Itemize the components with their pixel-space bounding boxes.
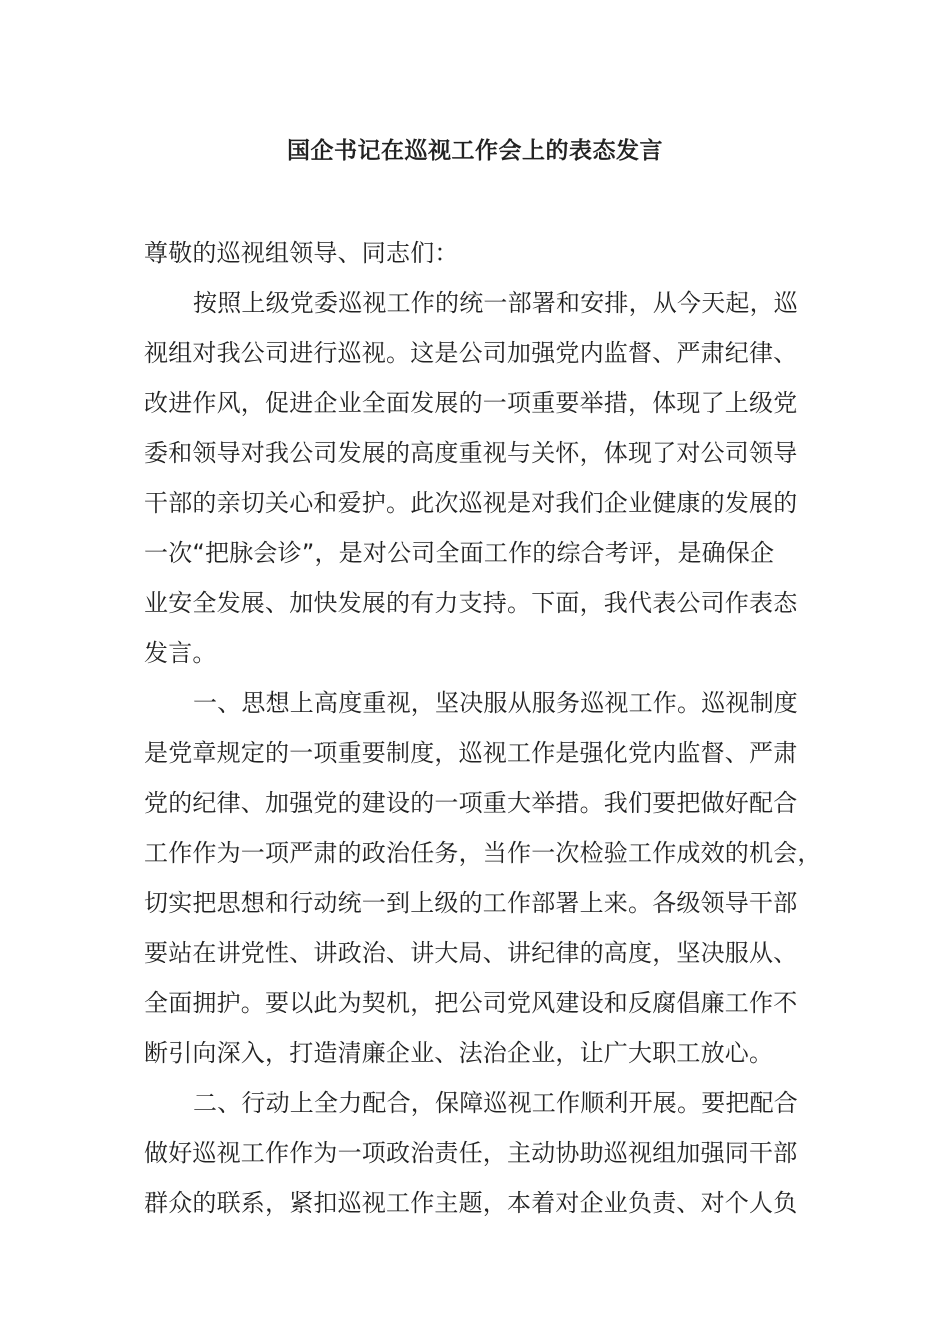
- paragraph-line: 委和领导对我公司发展的高度重视与关怀，体现了对公司领导: [144, 439, 798, 467]
- paragraph-line: 工作作为一项严肃的政治任务，当作一次检验工作成效的机会，: [144, 839, 822, 867]
- paragraph-line: 做好巡视工作作为一项政治责任，主动协助巡视组加强同干部: [144, 1139, 798, 1167]
- paragraph-line: 是党章规定的一项重要制度，巡视工作是强化党内监督、严肃: [144, 739, 798, 767]
- paragraph-line: 按照上级党委巡视工作的统一部署和安排，从今天起，巡: [193, 289, 798, 317]
- paragraph-line: 群众的联系，紧扣巡视工作主题，本着对企业负责、对个人负: [144, 1189, 798, 1217]
- salutation-line: 尊敬的巡视组领导、同志们：: [144, 239, 459, 267]
- paragraph-line: 业安全发展、加快发展的有力支持。下面，我代表公司作表态: [144, 589, 798, 617]
- document-body: [144, 228, 822, 1228]
- paragraph-line: 一、思想上高度重视，坚决服从服务巡视工作。巡视制度: [193, 689, 798, 717]
- paragraph-line: 二、行动上全力配合，保障巡视工作顺利开展。要把配合: [193, 1089, 798, 1117]
- paragraph-line: 发言。: [144, 639, 217, 667]
- paragraph-line: 党的纪律、加强党的建设的一项重大举措。我们要把做好配合: [144, 789, 798, 817]
- paragraph-line: 干部的亲切关心和爱护。此次巡视是对我们企业健康的发展的: [144, 489, 798, 517]
- paragraph-line: 改进作风，促进企业全面发展的一项重要举措，体现了上级党: [144, 389, 798, 417]
- paragraph-line: 切实把思想和行动统一到上级的工作部署上来。各级领导干部: [144, 889, 798, 917]
- paragraph-line: 一次“把脉会诊”，是对公司全面工作的综合考评，是确保企: [144, 539, 775, 567]
- paragraph-line: 视组对我公司进行巡视。这是公司加强党内监督、严肃纪律、: [144, 339, 798, 367]
- paragraph-line: 全面拥护。要以此为契机，把公司党风建设和反腐倡廉工作不: [144, 989, 798, 1017]
- document-title: 国企书记在巡视工作会上的表态发言: [287, 138, 663, 164]
- paragraph-line: 要站在讲党性、讲政治、讲大局、讲纪律的高度，坚决服从、: [144, 939, 798, 967]
- paragraph-line: 断引向深入，打造清廉企业、法治企业，让广大职工放心。: [144, 1039, 774, 1067]
